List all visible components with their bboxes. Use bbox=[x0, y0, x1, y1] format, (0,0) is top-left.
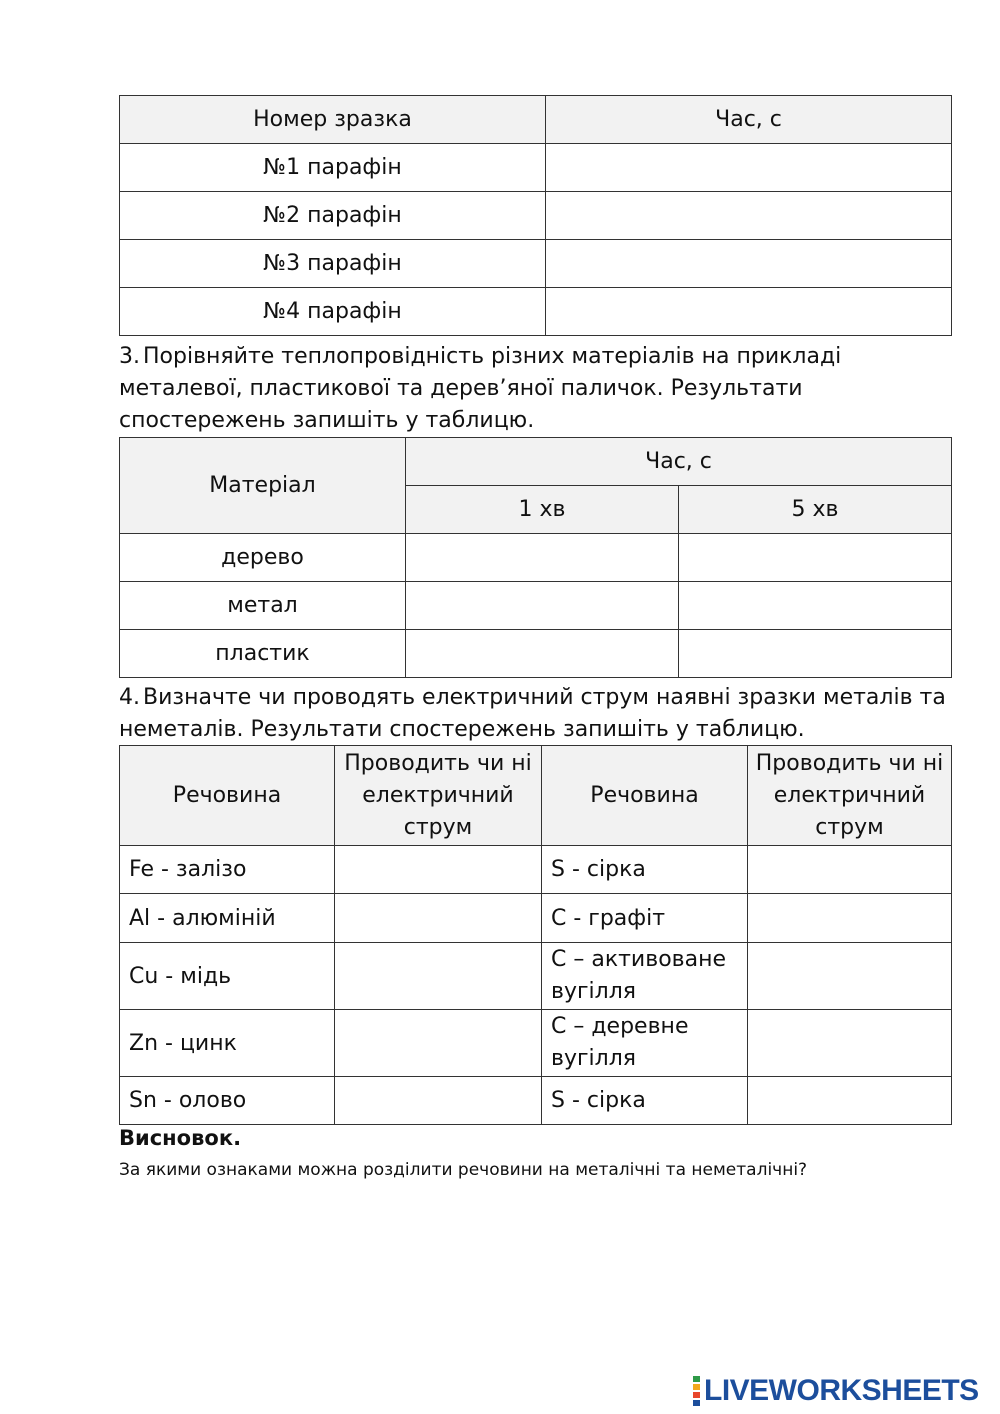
metal-substance: Sn - олово bbox=[120, 1077, 335, 1125]
sample-label: №3 парафін bbox=[120, 240, 546, 288]
sample-label: №2 парафін bbox=[120, 192, 546, 240]
header-substance-nonmetal: Речовина bbox=[542, 746, 748, 846]
nonmetal-answer-cell[interactable] bbox=[748, 943, 952, 1010]
task-4-number: 4. bbox=[119, 685, 140, 710]
answer-cell-1min[interactable] bbox=[406, 534, 679, 582]
time-answer-cell[interactable] bbox=[546, 144, 952, 192]
header-1-min: 1 хв bbox=[406, 486, 679, 534]
nonmetal-answer-cell[interactable] bbox=[748, 846, 952, 894]
nonmetal-substance: C - графіт bbox=[542, 894, 748, 943]
header-time: Час, с bbox=[546, 96, 952, 144]
answer-cell-1min[interactable] bbox=[406, 582, 679, 630]
nonmetal-substance: S - сірка bbox=[542, 1077, 748, 1125]
answer-cell-5min[interactable] bbox=[679, 630, 952, 678]
task-3-number: 3. bbox=[119, 344, 140, 369]
liveworksheets-logo bbox=[693, 1374, 979, 1408]
paraffin-table bbox=[119, 95, 952, 336]
material-label: пластик bbox=[120, 630, 406, 678]
nonmetal-substance: C – деревне вугілля bbox=[542, 1010, 748, 1077]
conductivity-materials-table bbox=[119, 437, 952, 678]
header-conducts-metal: Проводить чи ні електричний струм bbox=[335, 746, 542, 846]
metal-substance: Al - алюміній bbox=[120, 894, 335, 943]
header-5-min: 5 хв bbox=[679, 486, 952, 534]
logo-block bbox=[693, 1384, 700, 1390]
electric-conductivity-table bbox=[119, 745, 952, 1125]
header-time: Час, с bbox=[406, 438, 952, 486]
time-answer-cell[interactable] bbox=[546, 240, 952, 288]
nonmetal-answer-cell[interactable] bbox=[748, 1010, 952, 1077]
metal-substance: Zn - цинк bbox=[120, 1010, 335, 1077]
nonmetal-substance: S - сірка bbox=[542, 846, 748, 894]
metal-answer-cell[interactable] bbox=[335, 846, 542, 894]
header-substance-metal: Речовина bbox=[120, 746, 335, 846]
sample-label: №4 парафін bbox=[120, 288, 546, 336]
task-3-text bbox=[119, 341, 959, 437]
task-4-text bbox=[119, 682, 959, 746]
header-material: Матеріал bbox=[120, 438, 406, 534]
nonmetal-answer-cell[interactable] bbox=[748, 1077, 952, 1125]
metal-answer-cell[interactable] bbox=[335, 1010, 542, 1077]
material-label: дерево bbox=[120, 534, 406, 582]
answer-cell-5min[interactable] bbox=[679, 534, 952, 582]
metal-substance: Fe - залізо bbox=[120, 846, 335, 894]
metal-answer-cell[interactable] bbox=[335, 943, 542, 1010]
logo-text: LIVEWORKSHEETS bbox=[704, 1374, 979, 1407]
time-answer-cell[interactable] bbox=[546, 192, 952, 240]
logo-blocks-icon bbox=[693, 1376, 700, 1406]
answer-cell-5min[interactable] bbox=[679, 582, 952, 630]
task-4-instruction: Визначте чи проводять електричний струм наявні зразки металів та неметалів. Результати спостережень запишіть у таблицю. bbox=[119, 685, 946, 742]
answer-cell-1min[interactable] bbox=[406, 630, 679, 678]
conclusion-question: За якими ознаками можна розділити речовини на металічні та неметалічні? bbox=[119, 1160, 808, 1180]
logo-block bbox=[693, 1400, 700, 1406]
header-conducts-nonmetal: Проводить чи ні електричний струм bbox=[748, 746, 952, 846]
metal-answer-cell[interactable] bbox=[335, 1077, 542, 1125]
metal-substance: Cu - мідь bbox=[120, 943, 335, 1010]
material-label: метал bbox=[120, 582, 406, 630]
time-answer-cell[interactable] bbox=[546, 288, 952, 336]
logo-block bbox=[693, 1392, 700, 1398]
header-sample-number: Номер зразка bbox=[120, 96, 546, 144]
conclusion-title: Висновок. bbox=[119, 1126, 242, 1150]
logo-block bbox=[693, 1376, 700, 1382]
sample-label: №1 парафін bbox=[120, 144, 546, 192]
nonmetal-answer-cell[interactable] bbox=[748, 894, 952, 943]
nonmetal-substance: C – активоване вугілля bbox=[542, 943, 748, 1010]
task-3-instruction: Порівняйте теплопровідність різних матеріалів на прикладі металевої, пластикової та дерев’яної паличок. Результати спостережень запишіть у таблицю. bbox=[119, 344, 842, 433]
metal-answer-cell[interactable] bbox=[335, 894, 542, 943]
